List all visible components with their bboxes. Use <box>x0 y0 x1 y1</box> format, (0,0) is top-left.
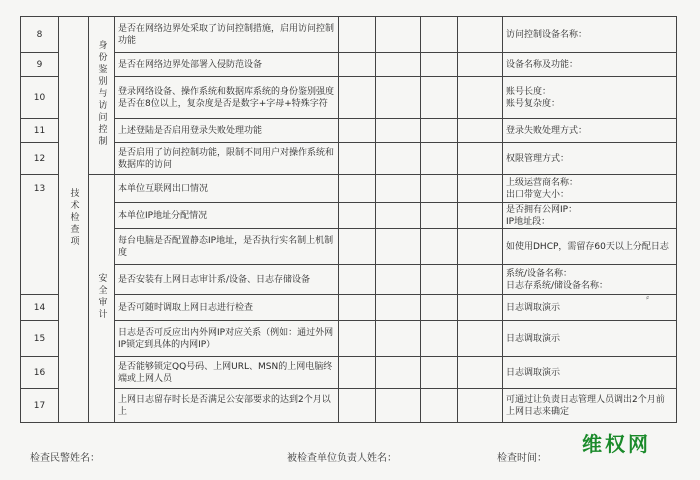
watermark: 维权网 <box>582 432 651 456</box>
answer-cell[interactable] <box>421 53 458 77</box>
row-number: 17 <box>21 389 59 423</box>
answer-cell[interactable] <box>458 203 503 229</box>
answer-cell[interactable] <box>458 295 503 321</box>
answer-cell[interactable] <box>421 357 458 389</box>
row-number: 10 <box>21 77 59 119</box>
row-number: 11 <box>21 119 59 143</box>
answer-cell[interactable] <box>458 321 503 357</box>
answer-cell[interactable] <box>339 17 376 53</box>
answer-cell[interactable] <box>421 119 458 143</box>
answer-cell[interactable] <box>458 229 503 265</box>
check-note: 账号长度： 账号复杂度： <box>503 77 677 119</box>
check-note: 可通过让负责日志管理人员调出2个月前上网日志来确定 <box>503 389 677 423</box>
answer-cell[interactable] <box>339 77 376 119</box>
check-item: 上网日志留存时长是否满足公安部要求的达到2个月以上 <box>115 389 339 423</box>
check-note: 上级运营商名称： 出口带宽大小： <box>503 175 677 203</box>
section-label-text: 技术检查项 <box>68 187 79 248</box>
answer-cell[interactable] <box>421 295 458 321</box>
unit-responsible-label: 被检查单位负责人姓名： <box>287 453 397 464</box>
group-label-audit <box>89 175 115 423</box>
answer-cell[interactable] <box>376 119 421 143</box>
answer-cell[interactable] <box>421 17 458 53</box>
table-row <box>21 203 677 229</box>
answer-cell[interactable] <box>376 389 421 423</box>
answer-cell[interactable] <box>458 77 503 119</box>
check-note: 日志调取演示 <box>503 321 677 357</box>
row-number: 16 <box>21 357 59 389</box>
check-item: 是否在网络边界处采取了访问控制措施，启用访问控制功能 <box>115 17 339 53</box>
answer-cell[interactable] <box>339 229 376 265</box>
answer-cell[interactable] <box>458 143 503 175</box>
table-row <box>21 175 677 203</box>
row-number: 15 <box>21 321 59 357</box>
answer-cell[interactable] <box>376 175 421 203</box>
table-row <box>21 77 677 119</box>
check-note: 日志调取演示 <box>503 295 677 321</box>
table-row <box>21 321 677 357</box>
answer-cell[interactable] <box>458 357 503 389</box>
check-note: 系统/设备名称： 日志存系统/储设备名称： <box>503 265 677 295</box>
check-time-label: 检查时间： <box>497 453 547 464</box>
table-row <box>21 143 677 175</box>
answer-cell[interactable] <box>458 175 503 203</box>
answer-cell[interactable] <box>458 119 503 143</box>
answer-cell[interactable] <box>339 203 376 229</box>
table-row <box>21 17 677 53</box>
answer-cell[interactable] <box>339 357 376 389</box>
check-item: 登录网络设备、操作系统和数据库系统的身份鉴别强度是否在8位以上，复杂度是否是数字+字母+特殊字符 <box>115 77 339 119</box>
answer-cell[interactable] <box>458 17 503 53</box>
answer-cell[interactable] <box>376 295 421 321</box>
section-label <box>59 17 89 423</box>
answer-cell[interactable] <box>339 389 376 423</box>
check-note: 登录失败处理方式： <box>503 119 677 143</box>
table-row <box>21 119 677 143</box>
answer-cell[interactable] <box>376 265 421 295</box>
row-number: 13 <box>21 175 59 295</box>
table-row <box>21 229 677 265</box>
answer-cell[interactable] <box>339 143 376 175</box>
table-row <box>21 389 677 423</box>
check-item: 是否安装有上网日志审计系/设备、日志存储设备 <box>115 265 339 295</box>
police-name-label: 检查民警姓名： <box>30 453 100 464</box>
check-note: 如使用DHCP，需留存60天以上分配日志 <box>503 229 677 265</box>
answer-cell[interactable] <box>421 389 458 423</box>
check-item: 日志是否可反应出内外网IP对应关系（例如：通过外网IP锁定到具体的内网IP） <box>115 321 339 357</box>
check-note: 权限管理方式： <box>503 143 677 175</box>
group-label-identity <box>89 17 115 175</box>
answer-cell[interactable] <box>421 229 458 265</box>
table-row <box>21 53 677 77</box>
answer-cell[interactable] <box>339 321 376 357</box>
table-row <box>21 265 677 295</box>
answer-cell[interactable] <box>339 119 376 143</box>
answer-cell[interactable] <box>376 17 421 53</box>
group-label-identity-text: 身份鉴别与访问控制 <box>96 39 107 148</box>
answer-cell[interactable] <box>339 295 376 321</box>
answer-cell[interactable] <box>421 175 458 203</box>
row-number: 12 <box>21 143 59 175</box>
answer-cell[interactable] <box>458 53 503 77</box>
row-number: 14 <box>21 295 59 321</box>
answer-cell[interactable] <box>421 143 458 175</box>
answer-cell[interactable] <box>458 265 503 295</box>
row-number: 9 <box>21 53 59 77</box>
check-item: 上述登陆是否启用登录失败处理功能 <box>115 119 339 143</box>
answer-cell[interactable] <box>421 265 458 295</box>
check-item: 本单位IP地址分配情况 <box>115 203 339 229</box>
pen-mark: ⸗ <box>646 293 649 303</box>
answer-cell[interactable] <box>421 77 458 119</box>
check-note: 日志调取演示 <box>503 357 677 389</box>
check-item: 是否可随时调取上网日志进行检查 <box>115 295 339 321</box>
answer-cell[interactable] <box>376 321 421 357</box>
answer-cell[interactable] <box>376 143 421 175</box>
row-number: 8 <box>21 17 59 53</box>
check-note: 设备名称及功能： <box>503 53 677 77</box>
answer-cell[interactable] <box>421 321 458 357</box>
answer-cell[interactable] <box>339 175 376 203</box>
check-item: 每台电脑是否配置静态IP地址，是否执行实名制上机制度 <box>115 229 339 265</box>
answer-cell[interactable] <box>458 389 503 423</box>
check-item: 是否能够锁定QQ号码、上网URL、MSN的上网电脑终端或上网人员 <box>115 357 339 389</box>
answer-cell[interactable] <box>339 53 376 77</box>
answer-cell[interactable] <box>421 203 458 229</box>
check-note: 访问控制设备名称： <box>503 17 677 53</box>
answer-cell[interactable] <box>339 265 376 295</box>
group-label-audit-text: 安全审计 <box>96 272 107 321</box>
check-item: 本单位互联网出口情况 <box>115 175 339 203</box>
check-item: 是否启用了访问控制功能，限制不同用户对操作系统和数据库的访问 <box>115 143 339 175</box>
table-row <box>21 357 677 389</box>
answer-cell[interactable] <box>376 229 421 265</box>
table-row <box>21 295 677 321</box>
inspection-table <box>20 16 677 423</box>
check-note: 是否拥有公网IP： IP地址段： <box>503 203 677 229</box>
answer-cell[interactable] <box>376 203 421 229</box>
answer-cell[interactable] <box>376 357 421 389</box>
answer-cell[interactable] <box>376 53 421 77</box>
answer-cell[interactable] <box>376 77 421 119</box>
check-item: 是否在网络边界处部署入侵防范设备 <box>115 53 339 77</box>
